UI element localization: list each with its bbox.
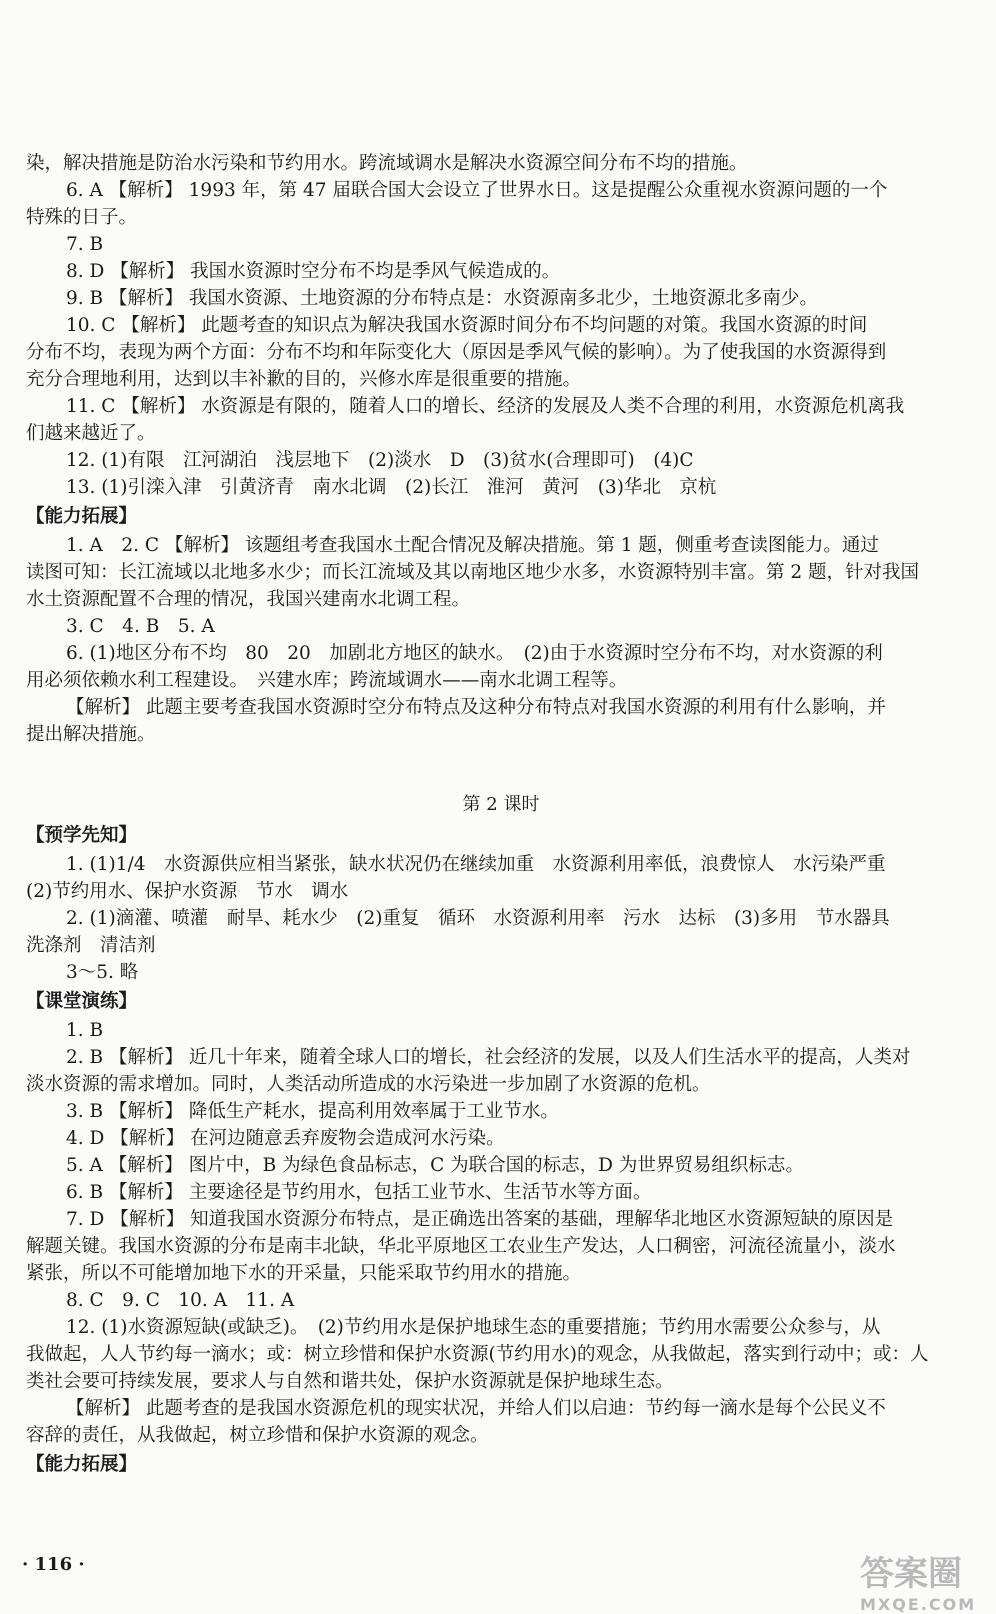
- answer-7: 7. B: [66, 234, 104, 255]
- answer-6b: 6. (1)地区分布不均 80 20 加剧北方地区的缺水。 (2)由于水资源时空分布不均，对水资源的利: [66, 643, 883, 664]
- lesson-title: 第 2 课时: [462, 794, 540, 815]
- answer-10: 10. C 【解析】 此题考查的知识点为解决我国水资源时间分布不均问题的对策。我国水资源的时间: [66, 315, 868, 336]
- logo-url: MXQE.COM: [860, 1595, 977, 1614]
- text-line: 染，解决措施是防治水污染和节约用水。跨流域调水是解决水资源空间分布不均的措施。: [26, 153, 748, 174]
- answer-6: 6. A 【解析】 1993 年，第 47 届联合国大会设立了世界水日。这是提醒公众重视水资源问题的一个: [66, 180, 888, 201]
- answer-12d: 12. (1)水资源短缺(或缺乏)。 (2)节约用水是保护地球生态的重要措施；节约用水需要公众参与，从: [66, 1317, 881, 1338]
- text-line: 提出解决措施。: [26, 724, 156, 745]
- answer-12: 12. (1)有限 江河湖泊 浅层地下 (2)淡水 D (3)贫水(合理即可) (4)C: [66, 450, 694, 471]
- answer-13: 13. (1)引滦入津 引黄济青 南水北调 (2)长江 淮河 黄河 (3)华北 京杭: [66, 477, 717, 498]
- page-number: · 116 ·: [22, 1554, 85, 1575]
- answer-3-5: 3. C 4. B 5. A: [66, 616, 215, 637]
- section-header-ability: 【能力拓展】: [26, 506, 138, 527]
- text-line: 特殊的日子。: [26, 207, 138, 228]
- answer-page: [26, 150, 976, 1480]
- text-line: (2)节约用水、保护水资源 节水 调水: [26, 881, 349, 902]
- section-header-classroom: 【课堂演练】: [26, 991, 138, 1012]
- text-line: 分布不均，表现为两个方面：分布不均和年际变化大（原因是季风气候的影响）。为了使我国的水资源得到: [26, 342, 887, 363]
- text-line: 用必须依赖水利工程建设。 兴建水库；跨流域调水——南水北调工程等。: [26, 670, 628, 691]
- text-line: 充分合理地利用，达到以丰补歉的目的，兴修水库是很重要的措施。: [26, 369, 582, 390]
- answer-4d: 4. D 【解析】 在河边随意丢弃废物会造成河水污染。: [66, 1128, 505, 1149]
- text-line: 类社会要可持续发展，要求人与自然和谐共处，保护水资源就是保护地球生态。: [26, 1371, 674, 1392]
- analysis-d: 【解析】 此题考查的是我国水资源危机的现实状况，并给人们以启迪：节约每一滴水是每个公民义不: [66, 1398, 886, 1419]
- analysis: 【解析】 此题主要考查我国水资源时空分布特点及这种分布特点对我国水资源的利用有什么影响，并: [66, 697, 886, 718]
- answer-1d: 1. B: [66, 1020, 104, 1041]
- logo-text: 答案圈: [860, 1554, 962, 1594]
- answer-7d: 7. D 【解析】 知道我国水资源分布特点，是正确选出答案的基础，理解华北地区水资源短缺的原因是: [66, 1209, 894, 1230]
- text-line: 淡水资源的需求增加。同时，人类活动所造成的水污染进一步加剧了水资源的危机。: [26, 1074, 711, 1095]
- answer-2d: 2. B 【解析】 近几十年来，随着全球人口的增长，社会经济的发展，以及人们生活水平的提高，人类对: [66, 1047, 911, 1068]
- answer-9: 9. B 【解析】 我国水资源、土地资源的分布特点是：水资源南多北少，土地资源北多南少。: [66, 288, 818, 309]
- answer-8: 8. D 【解析】 我国水资源时空分布不均是季风气候造成的。: [66, 261, 561, 282]
- answer-8-11d: 8. C 9. C 10. A 11. A: [66, 1290, 295, 1311]
- answer-11: 11. C 【解析】 水资源是有限的，随着人口的增长、经济的发展及人类不合理的利用，水资源危机离我: [66, 396, 905, 417]
- answer-6d: 6. B 【解析】 主要途径是节约用水，包括工业节水、生活节水等方面。: [66, 1182, 652, 1203]
- text-line: 洗涤剂 清洁剂: [26, 935, 156, 956]
- answer-3d: 3. B 【解析】 降低生产耗水，提高利用效率属于工业节水。: [66, 1101, 559, 1122]
- answer-2c: 2. (1)滴灌、喷灌 耐旱、耗水少 (2)重复 循环 水资源利用率 污水 达标 (3)多用 节水器具: [66, 908, 890, 929]
- text-line: 水土资源配置不合理的情况，我国兴建南水北调工程。: [26, 589, 471, 610]
- text-line: 们越来越近了。: [26, 423, 156, 444]
- text-line: 我做起，人人节约每一滴水；或：树立珍惜和保护水资源(节约用水)的观念，从我做起，落实到行动中；或：人: [26, 1344, 929, 1365]
- text-line: 容辞的责任，从我做起，树立珍惜和保护水资源的观念。: [26, 1425, 489, 1446]
- text-line: 解题关键。我国水资源的分布是南丰北缺，华北平原地区工农业生产发达，人口稠密，河流径流量小，淡水: [26, 1236, 896, 1257]
- text-line: 读图可知：长江流域以北地多水少；而长江流域及其以南地区地少水多，水资源特别丰富。第 2 题，针对我国: [26, 562, 920, 583]
- answer-3-5c: 3～5. 略: [66, 962, 139, 983]
- answer-5d: 5. A 【解析】 图片中，B 为绿色食品标志，C 为联合国的标志，D 为世界贸易组织标志。: [66, 1155, 804, 1176]
- answer-1-2: 1. A 2. C 【解析】 该题组考查我国水土配合情况及解决措施。第 1 题，侧重考查读图能力。通过: [66, 535, 879, 556]
- text-line: 紧张，所以不可能增加地下水的开采量，只能采取节约用水的措施。: [26, 1263, 582, 1284]
- section-header-preview: 【预学先知】: [26, 825, 138, 846]
- section-header-ability-2: 【能力拓展】: [26, 1454, 138, 1475]
- site-logo: [860, 1546, 976, 1614]
- answer-1c: 1. (1)1/4 水资源供应相当紧张，缺水状况仍在继续加重 水资源利用率低，浪费惊人 水污染严重: [66, 854, 886, 875]
